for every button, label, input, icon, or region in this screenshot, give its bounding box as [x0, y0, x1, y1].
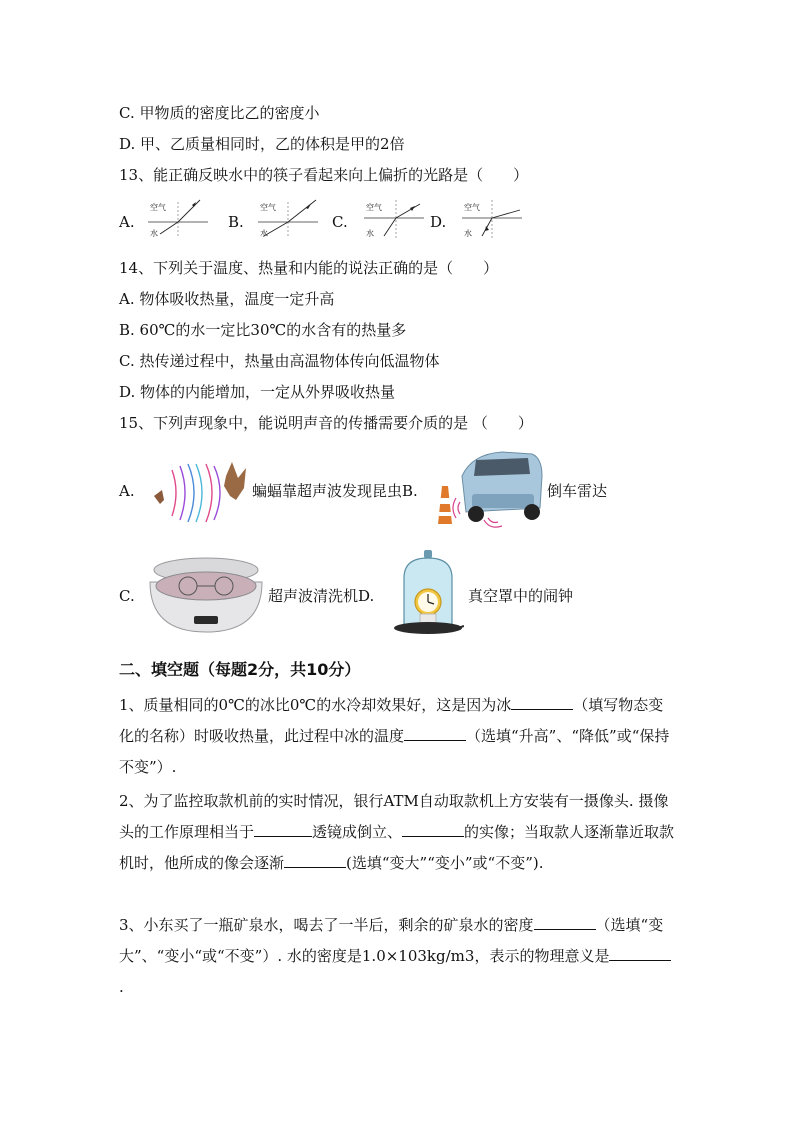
q15-label-c: C.	[119, 587, 135, 605]
fq3-blank-2[interactable]	[609, 945, 671, 961]
q12-option-d: D. 甲、乙质量相同时，乙的体积是甲的2倍	[119, 135, 405, 153]
q15-text-c: 超声波清洗机D.	[268, 587, 375, 605]
fill-question-3	[119, 910, 675, 1003]
fq1-blank-1[interactable]	[511, 694, 573, 710]
fq2-part3: 的实像；当取款人逐渐靠近取款机时，他所成的像会逐渐	[119, 823, 675, 872]
fq2-part1: 2、为了监控取款机前的实时情况，银行ATM自动取款机上方安装有一摄像头. 摄像头的工作原理相当于	[119, 792, 669, 841]
fq2-part2: 透镜成倒立、	[312, 823, 403, 841]
fill-question-1	[119, 690, 675, 783]
fq1-part1: 1、质量相同的0℃的冰比0℃的水冷却效果好，这是因为冰	[119, 696, 512, 714]
car-reversing-radar-image	[432, 446, 544, 530]
fq1-blank-2[interactable]	[404, 725, 466, 741]
fq2-blank-2[interactable]	[402, 821, 464, 837]
q13-label-a: A.	[119, 213, 135, 231]
fill-question-2	[119, 786, 675, 879]
q13-label-c: C.	[332, 213, 348, 231]
section-2-title: 二、填空题（每题2分，共10分）	[119, 660, 361, 679]
fq2-blank-3[interactable]	[284, 852, 346, 868]
diagram-c-water-label: 水	[366, 229, 374, 238]
fq3-blank-1[interactable]	[534, 914, 596, 930]
q13-diagram-a	[148, 198, 208, 238]
q14-option-c: C. 热传递过程中，热量由高温物体传向低温物体	[119, 352, 440, 370]
q13-diagram-c	[364, 198, 424, 238]
q15-text-d: 真空罩中的闹钟	[468, 587, 574, 605]
diagram-d-water-label: 水	[464, 229, 472, 238]
q14-option-d: D. 物体的内能增加，一定从外界吸收热量	[119, 383, 396, 401]
diagram-a-air-label: 空气	[150, 203, 166, 212]
bat-ultrasound-image	[150, 456, 250, 528]
fq3-part2: （选填“变大”、“变小“或“不变”）. 水的密度是1.0×103kg/m3，表示的物理意义是	[119, 916, 664, 965]
diagram-a-water-label: 水	[150, 229, 158, 238]
q15-stem: 15、下列声现象中，能说明声音的传播需要介质的是 （ ）	[119, 414, 533, 432]
vacuum-bell-jar-clock-image	[392, 548, 464, 638]
q14-stem: 14、下列关于温度、热量和内能的说法正确的是（ ）	[119, 259, 499, 277]
diagram-c-air-label: 空气	[366, 203, 382, 212]
q15-text-b: 倒车雷达	[547, 482, 608, 500]
diagram-b-air-label: 空气	[260, 203, 276, 212]
fq2-part4: (选填“变大”“变小”或“不变”).	[346, 854, 544, 872]
q13-stem: 13、能正确反映水中的筷子看起来向上偏折的光路是（ ）	[119, 166, 529, 184]
fq1-part2: （填写物态变化的名称）时吸收热量，此过程中冰的温度	[119, 696, 664, 745]
q13-diagram-b	[258, 198, 318, 238]
q13-label-d: D.	[430, 213, 447, 231]
q14-option-a: A. 物体吸收热量，温度一定升高	[119, 290, 335, 308]
bat-icon	[224, 462, 246, 500]
q13-label-b: B.	[228, 213, 244, 231]
q13-diagram-d	[462, 198, 522, 238]
fq3-part3: .	[119, 978, 124, 996]
ultrasonic-cleaner-image	[144, 552, 268, 636]
fq2-blank-1[interactable]	[254, 821, 312, 837]
fq3-part1: 3、小东买了一瓶矿泉水，喝去了一半后，剩余的矿泉水的密度	[119, 916, 534, 934]
q12-option-c: C. 甲物质的密度比乙的密度小	[119, 104, 320, 122]
q15-text-a: 蝙蝠靠超声波发现昆虫B.	[252, 482, 418, 500]
q14-option-b: B. 60℃的水一定比30℃的水含有的热量多	[119, 321, 407, 339]
diagram-b-water-label: 水	[260, 229, 268, 238]
q15-label-a: A.	[119, 482, 135, 500]
diagram-d-air-label: 空气	[464, 203, 480, 212]
fq1-part3: （选填“升高”、“降低”或“保持不变”）.	[119, 727, 670, 776]
insect-icon	[154, 490, 164, 504]
